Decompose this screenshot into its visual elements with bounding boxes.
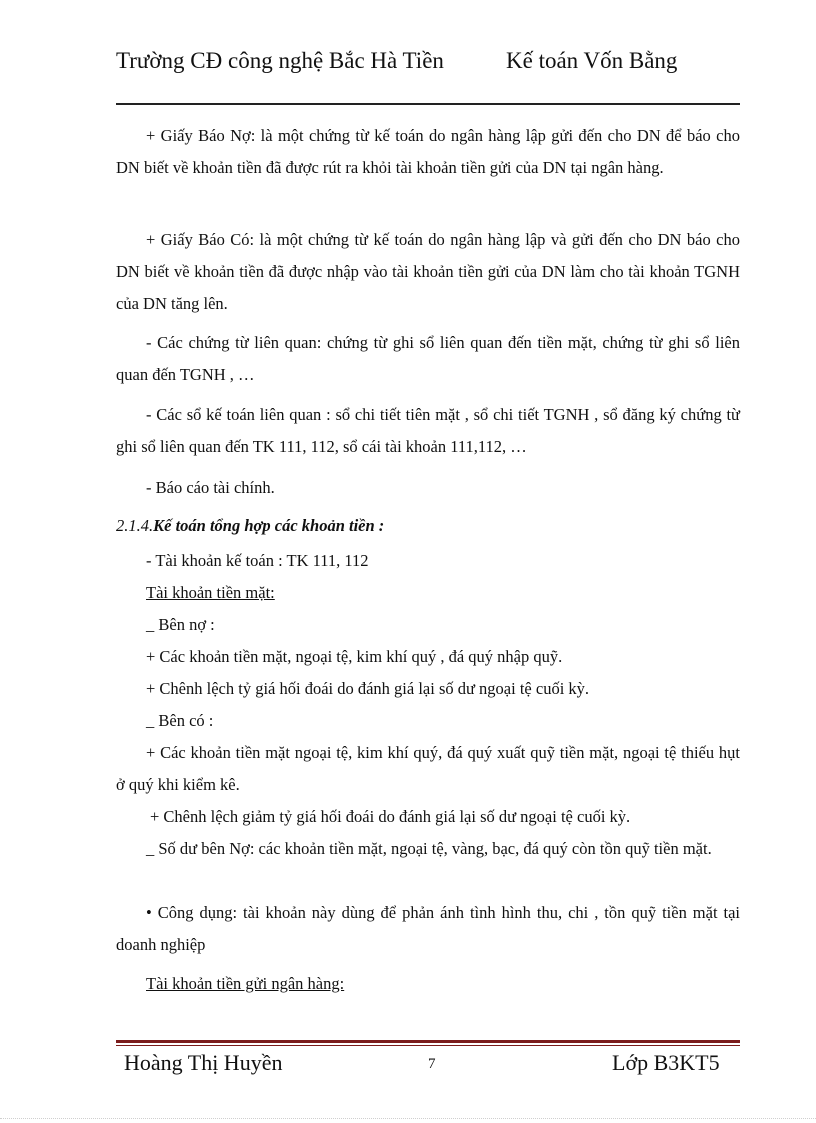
paragraph-giay-bao-no: + Giấy Báo Nợ: là một chứng từ kế toán do ngân hàng lập gửi đến cho DN để báo cho DN biết về khoản tiền đã được rút ra khỏi tài khoản tiền gửi của DN tại ngân hàng. [116,126,740,177]
section-title: Kế toán tổng hợp các khoản tiền : [153,516,385,535]
page-bottom-border [0,1118,816,1119]
line-ben-co: _ Bên có : [146,711,214,730]
paragraph-so-ke-toan: - Các sổ kế toán liên quan : sổ chi tiết tiên mặt , sổ chi tiết TGNH , sổ đăng ký chứng từ ghi sổ liên quan đến TK 111, 112, sổ cái tài khoản 111,112, … [116,405,740,456]
section-heading [116,510,740,542]
line-so-du: _ Số dư bên Nợ: các khoản tiền mặt, ngoại tệ, vàng, bạc, đá quý còn tồn quỹ tiền mặt. [146,839,712,858]
subheading-tien-mat: Tài khoản tiền mặt: [146,583,275,602]
paragraph-giay-bao-co: + Giấy Báo Có: là một chứng từ kế toán do ngân hàng lập và gửi đến cho DN báo cho DN biết về khoản tiền đã được nhập vào tài khoản tiền gửi của DN làm cho tài khoản TGNH của DN tăng lên. [116,230,740,313]
header-divider [116,103,740,105]
line-no-2: + Chênh lệch tỷ giá hối đoái do đánh giá lại số dư ngoại tệ cuối kỳ. [146,679,590,698]
section-number: 2.1.4. [116,516,154,535]
footer-author: Hoàng Thị Huyền [124,1050,283,1075]
footer-class: Lớp B3KT5 [612,1050,720,1075]
line-cong-dung: • Công dụng: tài khoản này dùng để phản ánh tình hình thu, chi , tồn quỹ tiền mặt tại doanh nghiệp [116,903,740,954]
header-school: Trường CĐ công nghệ Bắc Hà Tiền [116,48,444,73]
line-tai-khoan-ke-toan: - Tài khoản kế toán : TK 111, 112 [146,551,369,570]
footer-divider-thick [116,1040,740,1043]
subheading-tien-gui: Tài khoản tiền gửi ngân hàng: [146,974,345,993]
line-co-1: + Các khoản tiền mặt ngoại tệ, kim khí quý, đá quý xuất quỹ tiền mặt, ngoại tệ thiếu hụt ở quý khi kiểm kê. [116,743,740,794]
header-subject: Kế toán Vốn Bằng [506,48,678,73]
line-ben-no: _ Bên nợ : [146,615,215,634]
page-number: 7 [428,1056,436,1072]
paragraph-bao-cao: - Báo cáo tài chính. [146,478,275,497]
line-co-2: + Chênh lệch giảm tỷ giá hối đoái do đánh giá lại số dư ngoại tệ cuối kỳ. [150,807,631,826]
line-no-1: + Các khoản tiền mặt, ngoại tệ, kim khí quý , đá quý nhập quỹ. [146,647,563,666]
footer-divider-thin [116,1045,740,1046]
paragraph-chung-tu-lien-quan: - Các chứng từ liên quan: chứng từ ghi sổ liên quan đến tiền mặt, chứng từ ghi sổ liên quan đến TGNH , … [116,333,740,384]
